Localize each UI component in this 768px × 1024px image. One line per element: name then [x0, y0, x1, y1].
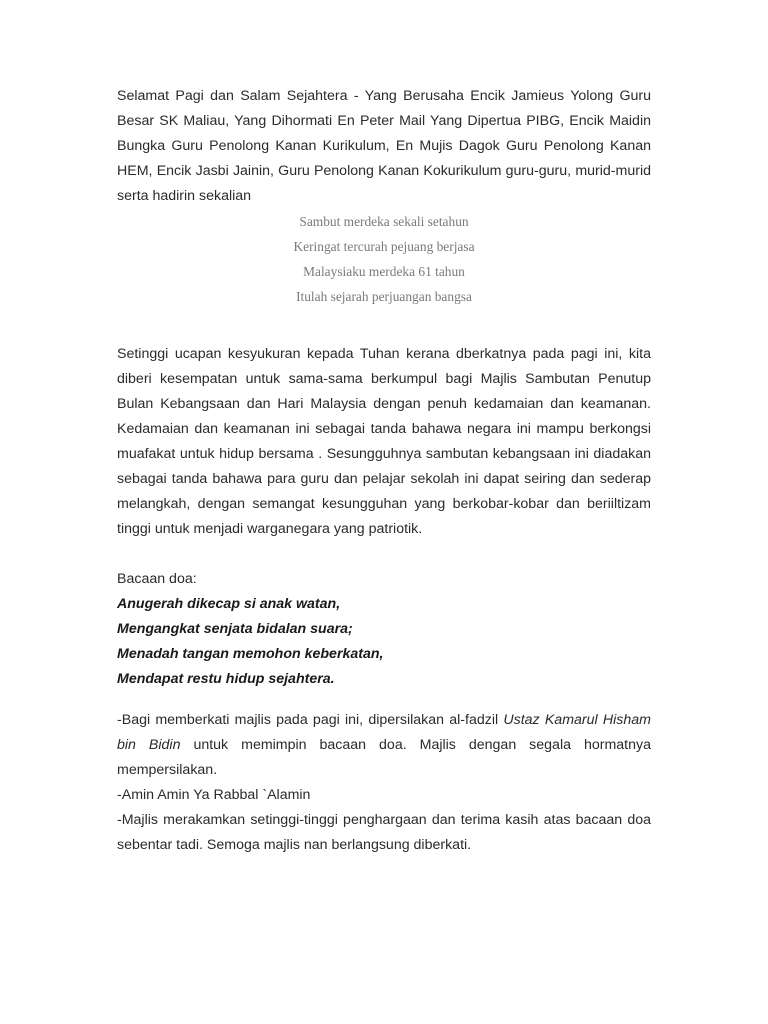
opening-greeting: Selamat Pagi dan Salam Sejahtera - Yang Berusaha Encik Jamieus Yolong Guru Besar SK Maliau, Yang Dihormati En Peter Mail Yang Dipertua PIBG, Encik Maidin Bungka Guru Penolong Kanan Kurikulum, En Mujis Dagok Guru Penolong Kanan HEM, Encik Jasbi Jainin, Guru Penolong Kanan Kokurikulum guru-guru, murid-murid serta hadirin sekalian	[117, 88, 651, 204]
invite-suffix: untuk memimpin bacaan doa. Majlis dengan segala hormatnya mempersilakan.	[117, 737, 651, 778]
poem-line: Itulah sejarah perjuangan bangsa	[296, 289, 472, 304]
thanks-paragraph: -Majlis merakamkan setinggi-tinggi penghargaan dan terima kasih atas bacaan doa sebentar tadi. Semoga majlis nan berlangsung diberkati.	[117, 812, 651, 853]
doa-line: Mendapat restu hidup sejahtera.	[117, 671, 335, 687]
invite-prefix: -Bagi memberkati majlis pada pagi ini, dipersilakan al-fadzil	[117, 712, 504, 728]
document-page	[117, 84, 651, 858]
invite-name: Ustaz Kamarul Hisham bin Bidin	[117, 712, 651, 753]
gratitude-paragraph: Setinggi ucapan kesyukuran kepada Tuhan kerana dberkatnya pada pagi ini, kita diberi kesempatan untuk sama-sama berkumpul bagi Majlis Sambutan Penutup Bulan Kebangsaan dan Hari Malaysia dengan penuh kedamaian dan keamanan. Kedamaian dan keamanan ini sebagai tanda bahawa negara ini mampu berkongsi muafakat untuk hidup bersama . Sesungguhnya sambutan kebangsaan ini diadakan sebagai tanda bahawa para guru dan pelajar sekolah ini dapat seiring dan sederap melangkah, dengan semangat kesungguhan yang berkobar-kobar dan beriiltizam tinggi untuk menjadi warganegara yang patriotik.	[117, 346, 651, 537]
doa-invitation	[117, 708, 651, 783]
spacer	[117, 309, 651, 334]
doa-line: Anugerah dikecap si anak watan,	[117, 596, 341, 612]
doa-label: Bacaan doa:	[117, 571, 197, 587]
spacer	[117, 542, 651, 567]
poem-line: Sambut merdeka sekali setahun	[299, 214, 469, 229]
poem-line: Keringat tercurah pejuang berjasa	[293, 239, 475, 254]
poem-line: Malaysiaku merdeka 61 tahun	[303, 264, 465, 279]
doa-verse	[117, 592, 651, 692]
doa-line: Menadah tangan memohon keberkatan,	[117, 646, 384, 662]
doa-line: Mengangkat senjata bidalan suara;	[117, 621, 353, 637]
amin-line: -Amin Amin Ya Rabbal `Alamin	[117, 787, 311, 803]
pantun-merdeka	[117, 209, 651, 309]
